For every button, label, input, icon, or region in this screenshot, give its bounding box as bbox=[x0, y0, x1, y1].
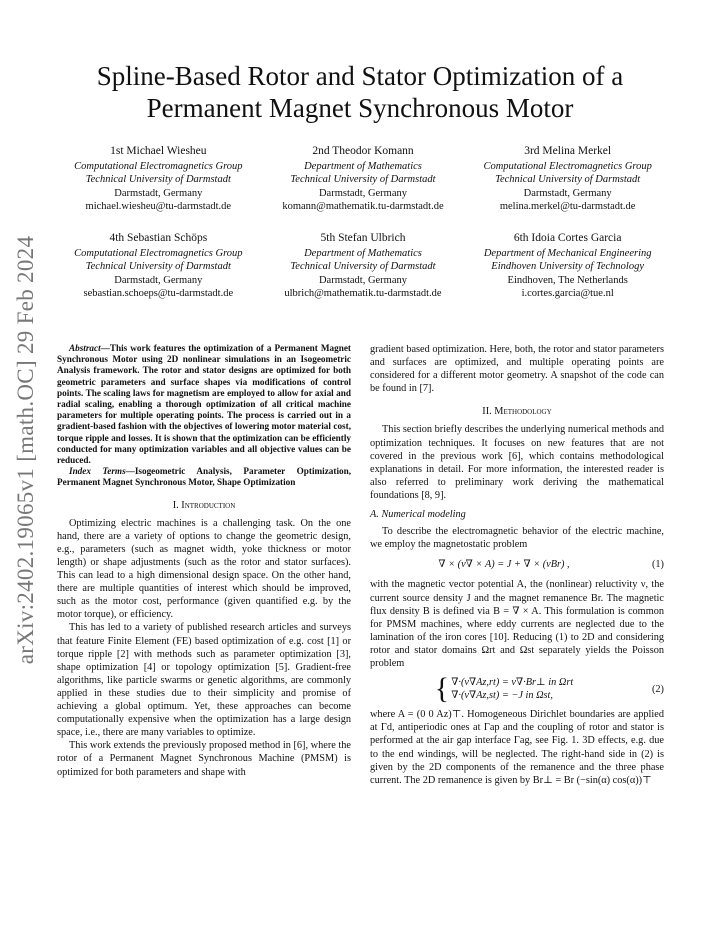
abstract bbox=[57, 343, 351, 466]
author-name: 5th Stefan Ulbrich bbox=[320, 232, 406, 244]
author-city: Darmstadt, Germany bbox=[318, 187, 408, 199]
index-terms-label: Index Terms bbox=[69, 466, 126, 477]
arxiv-sidebar bbox=[6, 230, 46, 670]
equation-1-body: ∇ × (ν∇ × A) = J + ∇ × (νBr) , bbox=[438, 559, 570, 571]
title-line-1: Spline-Based Rotor and Stator Optimization of a bbox=[96, 61, 624, 91]
author-dept: Department of Mathematics bbox=[304, 247, 422, 259]
equation-2 bbox=[370, 672, 664, 706]
author-name: 2nd Theodor Komann bbox=[312, 145, 414, 157]
equation-2-number: (2) bbox=[651, 683, 664, 695]
equation-1 bbox=[370, 558, 664, 571]
author-dept: Computational Electromagnetics Group bbox=[74, 247, 243, 259]
author-block bbox=[465, 145, 670, 214]
author-inst: Eindhoven University of Technology bbox=[491, 261, 645, 273]
intro-paragraph-2: This has led to a variety of published research articles and surveys that feature Finite Element (FE) based optimization of e.g. cost [1] or torque ripple [2] with methods such as parameter optimization [3], shape optimization [4] or topology optimization [5]. Gradient-free algorithms, like particle swarms or genetic algorithms, are commonly applied in these studies due to their simplicity and promise of achieving a global optimum. Yet, these approaches can become computationally expensive when the optimization has a large design space, i.e., there are many variables to optimize. bbox=[57, 622, 351, 739]
author-email[interactable]: sebastian.schoeps@tu-darmstadt.de bbox=[83, 288, 234, 300]
author-block bbox=[261, 145, 466, 214]
methodology-paragraph-1: This section briefly describes the underlying numerical methods and optimization techniques. It focuses on new features that are not covered in the previous work [6], which contains methodological explanations in detail. For more information, the interested reader is also referred to preliminary work deriving the mathematical foundations [8, 9]. bbox=[370, 424, 664, 501]
author-name: 3rd Melina Merkel bbox=[524, 145, 612, 157]
author-inst: Technical University of Darmstadt bbox=[290, 261, 436, 273]
author-city: Darmstadt, Germany bbox=[318, 274, 408, 286]
author-city: Darmstadt, Germany bbox=[114, 187, 203, 199]
author-email[interactable]: michael.wiesheu@tu-darmstadt.de bbox=[85, 201, 232, 213]
intro-paragraph-3: This work extends the previously proposed method in [6], where the rotor of a Permanent Magnet Synchronous Machine (PMSM) is optimized for both parameters and shape with bbox=[57, 740, 351, 778]
author-block bbox=[261, 232, 466, 301]
title-line-2: Permanent Magnet Synchronous Motor bbox=[146, 93, 574, 123]
abstract-label: Abstract bbox=[69, 343, 101, 353]
author-email[interactable]: ulbrich@mathematik.tu-darmstadt.de bbox=[284, 288, 442, 300]
author-dept: Computational Electromagnetics Group bbox=[74, 160, 243, 172]
author-name: 6th Idoia Cortes Garcia bbox=[513, 232, 622, 244]
author-row-1 bbox=[56, 145, 670, 214]
author-inst: Technical University of Darmstadt bbox=[495, 174, 641, 186]
author-block bbox=[56, 145, 261, 214]
author-name: 4th Sebastian Schöps bbox=[109, 232, 208, 244]
intro-paragraph-3-continued: gradient based optimization. Here, both, the rotor and stator parameters and surfaces are optimized, and multiple operating points are considered for a different motor geometry. A snapshot of the code can be found in [7]. bbox=[370, 344, 664, 395]
methodology-paragraph-4: where A = (0 0 Az)⊤. Homogeneous Dirichlet boundaries are applied at Γd, antiperiodic ones at Γap and the coupling of rotor and stator is performed at the air gap interface Γag, see Fig. 1. 3D effects, e.g. due to the end windings, will be neglected. The right-hand side in (2) is given by the 2D components of the remanence and the three phase current. The 2D remanence is given by Br⊥ = Br (−sin(α) cos(α))⊤ bbox=[370, 709, 664, 786]
section-heading-introduction: I. Introduction bbox=[172, 499, 236, 511]
equation-2-system bbox=[370, 672, 638, 706]
author-dept: Computational Electromagnetics Group bbox=[483, 160, 652, 172]
equation-2-line-1: ∇·(ν∇Az,rt) = ν∇·Br⊥ in Ωrt bbox=[451, 677, 574, 689]
index-terms-text: —Isogeometric Analysis, Parameter Optimization, Permanent Magnet Synchronous Motor, Shape Optimization bbox=[57, 466, 351, 488]
author-email[interactable]: komann@mathematik.tu-darmstadt.de bbox=[282, 201, 444, 213]
author-dept: Department of Mechanical Engineering bbox=[483, 247, 652, 259]
author-city: Darmstadt, Germany bbox=[523, 187, 612, 199]
arxiv-identifier: arXiv:2402.19065v1 [math.OC] 29 Feb 2024 bbox=[13, 235, 38, 665]
subsection-heading-numerical-modeling: A. Numerical modeling bbox=[370, 509, 466, 521]
author-email[interactable]: i.cortes.garcia@tue.nl bbox=[521, 288, 614, 300]
methodology-paragraph-3: with the magnetic vector potential A, the (nonlinear) reluctivity ν, the current source density J and the magnet remanence Br. The magnetic flux density B is defined via B = ∇ × A. This formulation is common for PMSM machines, where eddy currents are neglected due to the lamination of the iron cores [10]. Reducing (1) to 2D and considering rotor and stator domains Ωrt and Ωst separately yields the Poisson problem bbox=[370, 579, 664, 669]
methodology-paragraph-2: To describe the electromagnetic behavior of the electric machine, we employ the magnetostatic problem bbox=[370, 526, 664, 551]
author-block bbox=[465, 232, 670, 301]
author-dept: Department of Mathematics bbox=[304, 160, 422, 172]
intro-paragraph-1: Optimizing electric machines is a challenging task. On the one hand, there are a variety of options to change the geometric design, e.g., parameters (such as magnet width, yoke thickness or motor length) or shape adjustments (such as the rotor and stator surfaces). This can lead to a high dimensional design space. On the other hand, there are multiple quantities of interest which should be improved, such as the motor cost, performance (given quantified e.g. by the motor torque), or efficiency. bbox=[57, 517, 351, 621]
right-column bbox=[370, 343, 664, 787]
section-heading-methodology: II. Methodology bbox=[482, 406, 552, 418]
equation-2-line-2: ∇·(ν∇Az,st) = −J in Ωst, bbox=[451, 690, 553, 702]
abstract-text: —This work features the optimization of a Permanent Magnet Synchronous Motor using 2D nonlinear simulations in an Isogeometric Analysis framework. The rotor and stator designs are optimized for both geometric parameters and surface shapes via modifications of control points. The scaling laws for magnetism are employed to allow for axial and radial scaling, enabling a thorough optimization of all critical machine parameters for multiple operating points. The process is carried out in a gradient-based fashion with the objectives of lowering motor material cost, torque ripple and losses. It is shown that the optimization can be efficiently conducted for many optimization variables and all objective values can be reduced. bbox=[57, 343, 351, 466]
paper-title bbox=[40, 60, 680, 124]
author-city: Eindhoven, The Netherlands bbox=[507, 274, 628, 286]
author-email[interactable]: melina.merkel@tu-darmstadt.de bbox=[499, 201, 636, 213]
author-inst: Technical University of Darmstadt bbox=[85, 174, 231, 186]
author-inst: Technical University of Darmstadt bbox=[290, 174, 436, 186]
index-terms bbox=[57, 466, 351, 488]
equation-2-brace: { bbox=[434, 672, 450, 706]
author-name: 1st Michael Wiesheu bbox=[110, 145, 207, 157]
author-inst: Technical University of Darmstadt bbox=[85, 261, 231, 273]
author-row-2 bbox=[56, 232, 670, 301]
left-column bbox=[57, 343, 351, 779]
author-city: Darmstadt, Germany bbox=[114, 274, 203, 286]
equation-1-number: (1) bbox=[651, 559, 664, 571]
author-block bbox=[56, 232, 261, 301]
